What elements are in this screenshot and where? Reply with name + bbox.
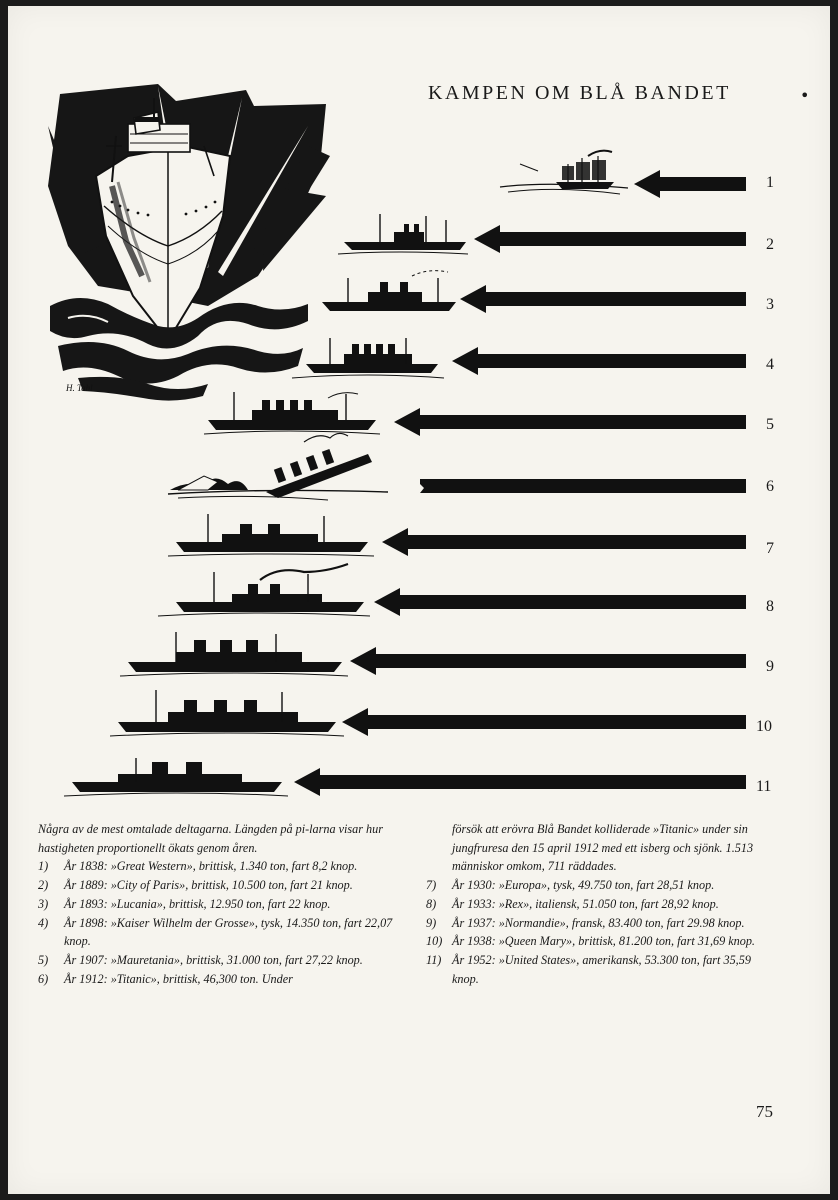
- arrow-2: [474, 225, 746, 253]
- caption-item: 5) År 1907: »Mauretania», brittisk, 31.000 ton, fart 27,22 knop.: [38, 952, 363, 967]
- row-number-11: 11: [756, 778, 772, 795]
- caption-item: 6) År 1912: »Titanic», brittisk, 46,300 ton. Under: [38, 971, 293, 986]
- ship-1-great-western: [500, 151, 628, 194]
- arrow-9: [350, 647, 746, 675]
- caption-right-column: [426, 820, 776, 988]
- row-number-10: 10: [756, 718, 772, 735]
- caption-item: 3) År 1893: »Lucania», brittisk, 12.950 ton, fart 22 knop.: [38, 896, 331, 911]
- arrow-7: [382, 528, 746, 556]
- caption-item: 4) År 1898: »Kaiser Wilhelm der Grosse», tysk, 14.350 ton, fart 22,07 knop.: [38, 915, 393, 949]
- row-number-6: 6: [766, 478, 774, 495]
- ship-6-titanic-sinking: [168, 433, 388, 500]
- row-number-9: 9: [766, 658, 774, 675]
- page: [8, 6, 830, 1194]
- ship-7-europa: [168, 514, 374, 556]
- arrow-1: [634, 170, 746, 198]
- caption-item: 9) År 1937: »Normandie», fransk, 83.400 ton, fart 29.98 knop.: [426, 915, 745, 930]
- ship-4-kaiser-wilhelm: [292, 338, 444, 378]
- row-number-8: 8: [766, 598, 774, 615]
- row-number-2: 2: [766, 236, 774, 253]
- ship-8-rex: [158, 564, 370, 616]
- arrow-6: [420, 479, 746, 493]
- caption-intro: Några av de mest omtalade deltagarna. Längden på pi-larna visar hur hastigheten proportionellt ökats genom åren.: [38, 822, 383, 855]
- arrow-10: [342, 708, 746, 736]
- caption-continuation: försök att erövra Blå Bandet kolliderade »Titanic» under sin jungfruresa den 15 april 1912 med ett isberg och sjönk. 1.513 människor omkom, 711 räddades.: [452, 822, 754, 874]
- arrow-11: [294, 768, 746, 796]
- artist-signature: H. Tahl: [66, 383, 93, 393]
- ship-2-city-of-paris: [338, 214, 468, 254]
- arrow-3: [460, 285, 746, 313]
- ship-3-lucania: [322, 271, 456, 311]
- row-number-7: 7: [766, 540, 774, 557]
- caption-item: 11) År 1952: »United States», amerikansk, 53.300 ton, fart 35,59 knop.: [426, 952, 751, 986]
- ship-9-normandie: [120, 632, 348, 676]
- caption-item: 10) År 1938: »Queen Mary», brittisk, 81.200 ton, fart 31,69 knop.: [426, 934, 755, 949]
- caption-item: 2) År 1889: »City of Paris», brittisk, 10.500 ton, fart 21 knop.: [38, 878, 353, 893]
- caption-item: 8) År 1933: »Rex», italiensk, 51.050 ton, fart 28,92 knop.: [426, 896, 719, 911]
- arrow-8: [374, 588, 746, 616]
- ship-11-united-states: [64, 758, 288, 796]
- page-title: KAMPEN OM BLÅ BANDET: [428, 82, 731, 104]
- row-number-5: 5: [766, 416, 774, 433]
- speed-arrows-diagram: [8, 6, 830, 806]
- title-bullet: •: [800, 86, 810, 105]
- ship-10-queen-mary: [110, 690, 344, 736]
- caption-left-column: [38, 820, 402, 988]
- row-number-1: 1: [766, 174, 774, 191]
- row-number-3: 3: [766, 296, 774, 313]
- ship-5-mauretania: [204, 392, 380, 434]
- caption-item: 1) År 1838: »Great Western», brittisk, 1.340 ton, fart 8,2 knop.: [38, 859, 358, 874]
- arrow-4: [452, 347, 746, 375]
- arrow-5: [394, 408, 746, 436]
- page-number: 75: [756, 1102, 773, 1121]
- row-number-4: 4: [766, 356, 774, 373]
- caption-item: 7) År 1930: »Europa», tysk, 49.750 ton, fart 28,51 knop.: [426, 878, 715, 893]
